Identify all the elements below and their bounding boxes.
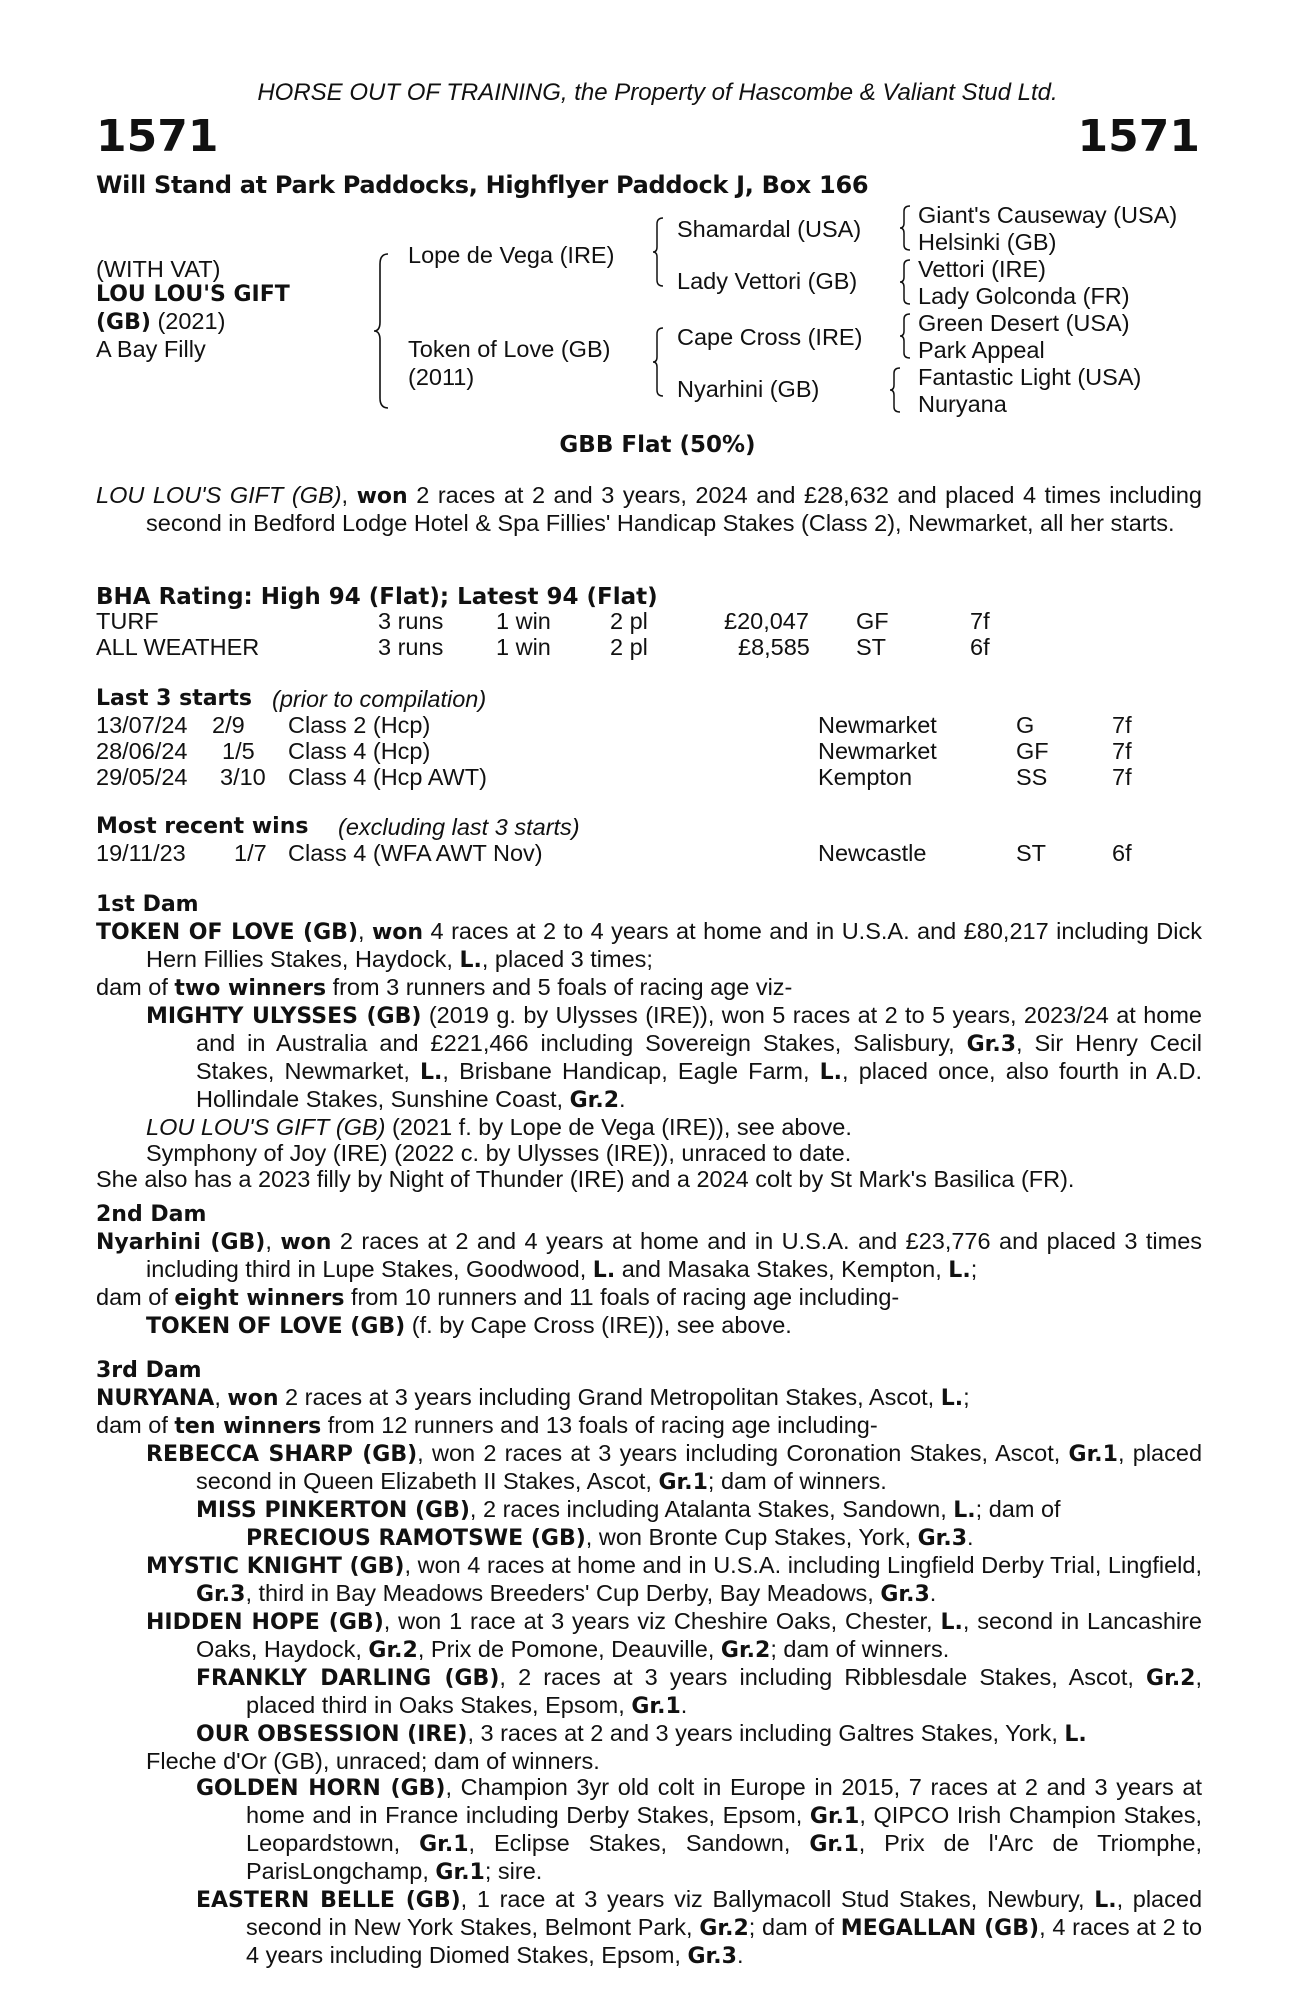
last-starts-heading: Last 3 starts (prior to compilation) bbox=[96, 686, 487, 712]
produce-mighty-ulysses: MIGHTY ULYSSES (GB) (2019 g. by Ulysses (IRE)), won 5 races at 2 to 5 years, 2023/24 at home and in Australia and £221,466 including Sovereign Stakes, Salisbury, Gr.3, Sir Henry Cecil Stakes, Newmarket, L., Brisbane Handicap, Eagle Farm, L., placed once, also fourth in A.D. Hollindale Stakes, Sunshine Coast, Gr.2. bbox=[146, 1002, 1203, 1113]
pedigree-brace-sire bbox=[651, 216, 665, 288]
recent-win-row: 19/11/23 1/7 Class 4 (WFA AWT Nov) Newcastle ST 6f bbox=[96, 840, 1132, 866]
pedigree-sire-sire: Shamardal (USA) bbox=[677, 216, 862, 242]
first-dam-also: She also has a 2023 filly by Night of Thunder (IRE) and a 2024 colt by St Mark's Basilica (FR). bbox=[96, 1166, 1075, 1192]
third-dam-produce: dam of ten winners from 12 runners and 13 foals of racing age including- bbox=[96, 1412, 878, 1439]
pedigree-sire: Lope de Vega (IRE) bbox=[408, 242, 615, 268]
pedigree-brace-sd bbox=[898, 258, 912, 306]
third-dam-record: NURYANA, won 2 races at 3 years including Grand Metropolitan Stakes, Ascot, L.; bbox=[96, 1384, 970, 1411]
produce-rebecca-sharp: REBECCA SHARP (GB), won 2 races at 3 years including Coronation Stakes, Ascot, Gr.1, placed second in Queen Elizabeth II Stakes, Ascot, Gr.1; dam of winners. bbox=[146, 1440, 1203, 1495]
produce-eastern-belle: EASTERN BELLE (GB), 1 race at 3 years viz Ballymacoll Stud Stakes, Newbury, L., placed second in New York Stakes, Belmont Park, Gr.2; dam of MEGALLAN (GB), 4 races at 2 to 4 years including Diomed Stakes, Epsom, Gr.3. bbox=[196, 1886, 1203, 1969]
second-dam-produce: dam of eight winners from 10 runners and 11 foals of racing age including- bbox=[96, 1284, 900, 1311]
rating-row: TURF 3 runs 1 win 2 pl £20,047 GF 7f bbox=[96, 608, 990, 634]
race-summary: LOU LOU'S GIFT (GB), won 2 races at 2 and 3 years, 2024 and £28,632 and placed 4 times including second in Bedford Lodge Hotel & Spa Fillies' Handicap Stakes (Class 2), Newmarket, all her starts. bbox=[96, 482, 1202, 536]
first-dam-section bbox=[96, 892, 1202, 1192]
pedigree-dds: Fantastic Light (USA) bbox=[918, 364, 1142, 390]
first-dam-title: 1st Dam bbox=[96, 892, 199, 917]
pedigree-sdd: Lady Golconda (FR) bbox=[918, 283, 1130, 309]
produce-miss-pinkerton: MISS PINKERTON (GB), 2 races including Atalanta Stakes, Sandown, L.; dam of bbox=[196, 1496, 1061, 1523]
vat-label: (WITH VAT) bbox=[96, 256, 221, 282]
produce-our-obsession: OUR OBSESSION (IRE), 3 races at 2 and 3 years including Galtres Stakes, York, L. bbox=[196, 1720, 1087, 1747]
produce-precious-ramotswe: PRECIOUS RAMOTSWE (GB), won Bronte Cup Stakes, York, Gr.3. bbox=[246, 1524, 974, 1551]
horse-name: LOU LOU'S GIFT bbox=[96, 282, 290, 307]
pedigree-brace-main bbox=[372, 252, 390, 410]
last-start-row: 28/06/24 1/5 Class 4 (Hcp) Newmarket GF 7f bbox=[96, 738, 1132, 764]
produce-fleche-dor: Fleche d'Or (GB), unraced; dam of winners. bbox=[146, 1748, 600, 1774]
produce-token-of-love: TOKEN OF LOVE (GB) (f. by Cape Cross (IRE)), see above. bbox=[146, 1312, 792, 1339]
gbb-rating: GBB Flat (50%) bbox=[559, 432, 756, 458]
recent-wins-heading: Most recent wins (excluding last 3 starts) bbox=[96, 814, 580, 840]
pedigree-ddd: Nuryana bbox=[918, 391, 1007, 417]
first-dam-record: TOKEN OF LOVE (GB), won 4 races at 2 to 4 years at home and in U.S.A. and £80,217 including Dick Hern Fillies Stakes, Haydock, L., placed 3 times; bbox=[96, 918, 1202, 973]
pedigree-dam: Token of Love (GB) bbox=[408, 336, 611, 362]
produce-golden-horn: GOLDEN HORN (GB), Champion 3yr old colt in Europe in 2015, 7 races at 2 and 3 years at home and in France including Derby Stakes, Epsom, Gr.1, QIPCO Irish Champion Stakes, Leopardstown, Gr.1, Eclipse Stakes, Sandown, Gr.1, Prix de l'Arc de Triomphe, ParisLongchamp, Gr.1; sire. bbox=[196, 1774, 1202, 1885]
pedigree-dsd: Park Appeal bbox=[918, 337, 1045, 363]
last-start-row: 29/05/24 3/10 Class 4 (Hcp AWT) Kempton SS 7f bbox=[96, 764, 1132, 790]
rating-row: ALL WEATHER 3 runs 1 win 2 pl £8,585 ST 6f bbox=[96, 634, 990, 660]
third-dam-section bbox=[96, 1358, 1202, 1970]
pedigree-sds: Vettori (IRE) bbox=[918, 256, 1046, 282]
pedigree-dam-year: (2011) bbox=[408, 364, 475, 390]
pedigree-brace-dd bbox=[888, 366, 902, 414]
horse-identity bbox=[96, 256, 366, 362]
produce-mystic-knight: MYSTIC KNIGHT (GB), won 4 races at home and in U.S.A. including Lingfield Derby Trial, Lingfield, Gr.3, third in Bay Meadows Breeders' Cup Derby, Bay Meadows, Gr.3. bbox=[146, 1552, 1202, 1607]
produce-symphony-of-joy: Symphony of Joy (IRE) (2022 c. by Ulysses (IRE)), unraced to date. bbox=[146, 1140, 852, 1166]
bha-rating-title: BHA Rating: High 94 (Flat); Latest 94 (Flat) bbox=[96, 584, 658, 610]
second-dam-title: 2nd Dam bbox=[96, 1202, 207, 1227]
second-dam-section bbox=[96, 1202, 1202, 1340]
lot-number-left: 1571 bbox=[96, 111, 219, 162]
pedigree-dam-dam: Nyarhini (GB) bbox=[677, 376, 820, 402]
last-start-row: 13/07/24 2/9 Class 2 (Hcp) Newmarket G 7f bbox=[96, 712, 1132, 738]
pedigree-sss: Giant's Causeway (USA) bbox=[918, 202, 1178, 228]
horse-origin-year: (GB) (2021) bbox=[96, 308, 226, 335]
produce-frankly-darling: FRANKLY DARLING (GB), 2 races at 3 years including Ribblesdale Stakes, Ascot, Gr.2, placed third in Oaks Stakes, Epsom, Gr.1. bbox=[196, 1664, 1203, 1719]
horse-description: A Bay Filly bbox=[96, 336, 206, 362]
pedigree-brace-ss bbox=[898, 204, 912, 252]
pedigree-brace-dam bbox=[651, 326, 665, 398]
lot-number-right: 1571 bbox=[1077, 111, 1200, 162]
produce-lou-lous-gift: LOU LOU'S GIFT (GB) (2021 f. by Lope de Vega (IRE)), see above. bbox=[146, 1114, 852, 1140]
pedigree-dss: Green Desert (USA) bbox=[918, 310, 1130, 336]
stand-location: Will Stand at Park Paddocks, Highflyer Paddock J, Box 166 bbox=[96, 171, 869, 199]
pedigree-dam-sire: Cape Cross (IRE) bbox=[677, 324, 863, 350]
pedigree-brace-ds bbox=[898, 312, 912, 360]
pedigree-ssd: Helsinki (GB) bbox=[918, 229, 1057, 255]
pedigree-sire-dam: Lady Vettori (GB) bbox=[677, 268, 858, 294]
produce-hidden-hope: HIDDEN HOPE (GB), won 1 race at 3 years viz Cheshire Oaks, Chester, L., second in Lancashire Oaks, Haydock, Gr.2, Prix de Pomone, Deauville, Gr.2; dam of winners. bbox=[146, 1608, 1203, 1663]
vendor-line: HORSE OUT OF TRAINING, the Property of Hascombe & Valiant Stud Ltd. bbox=[257, 79, 1058, 106]
second-dam-record: Nyarhini (GB), won 2 races at 2 and 4 years at home and in U.S.A. and £23,776 and placed 3 times including third in Lupe Stakes, Goodwood, L. and Masaka Stakes, Kempton, L.; bbox=[96, 1228, 1203, 1283]
third-dam-title: 3rd Dam bbox=[96, 1358, 202, 1383]
first-dam-produce: dam of two winners from 3 runners and 5 foals of racing age viz- bbox=[96, 974, 793, 1001]
